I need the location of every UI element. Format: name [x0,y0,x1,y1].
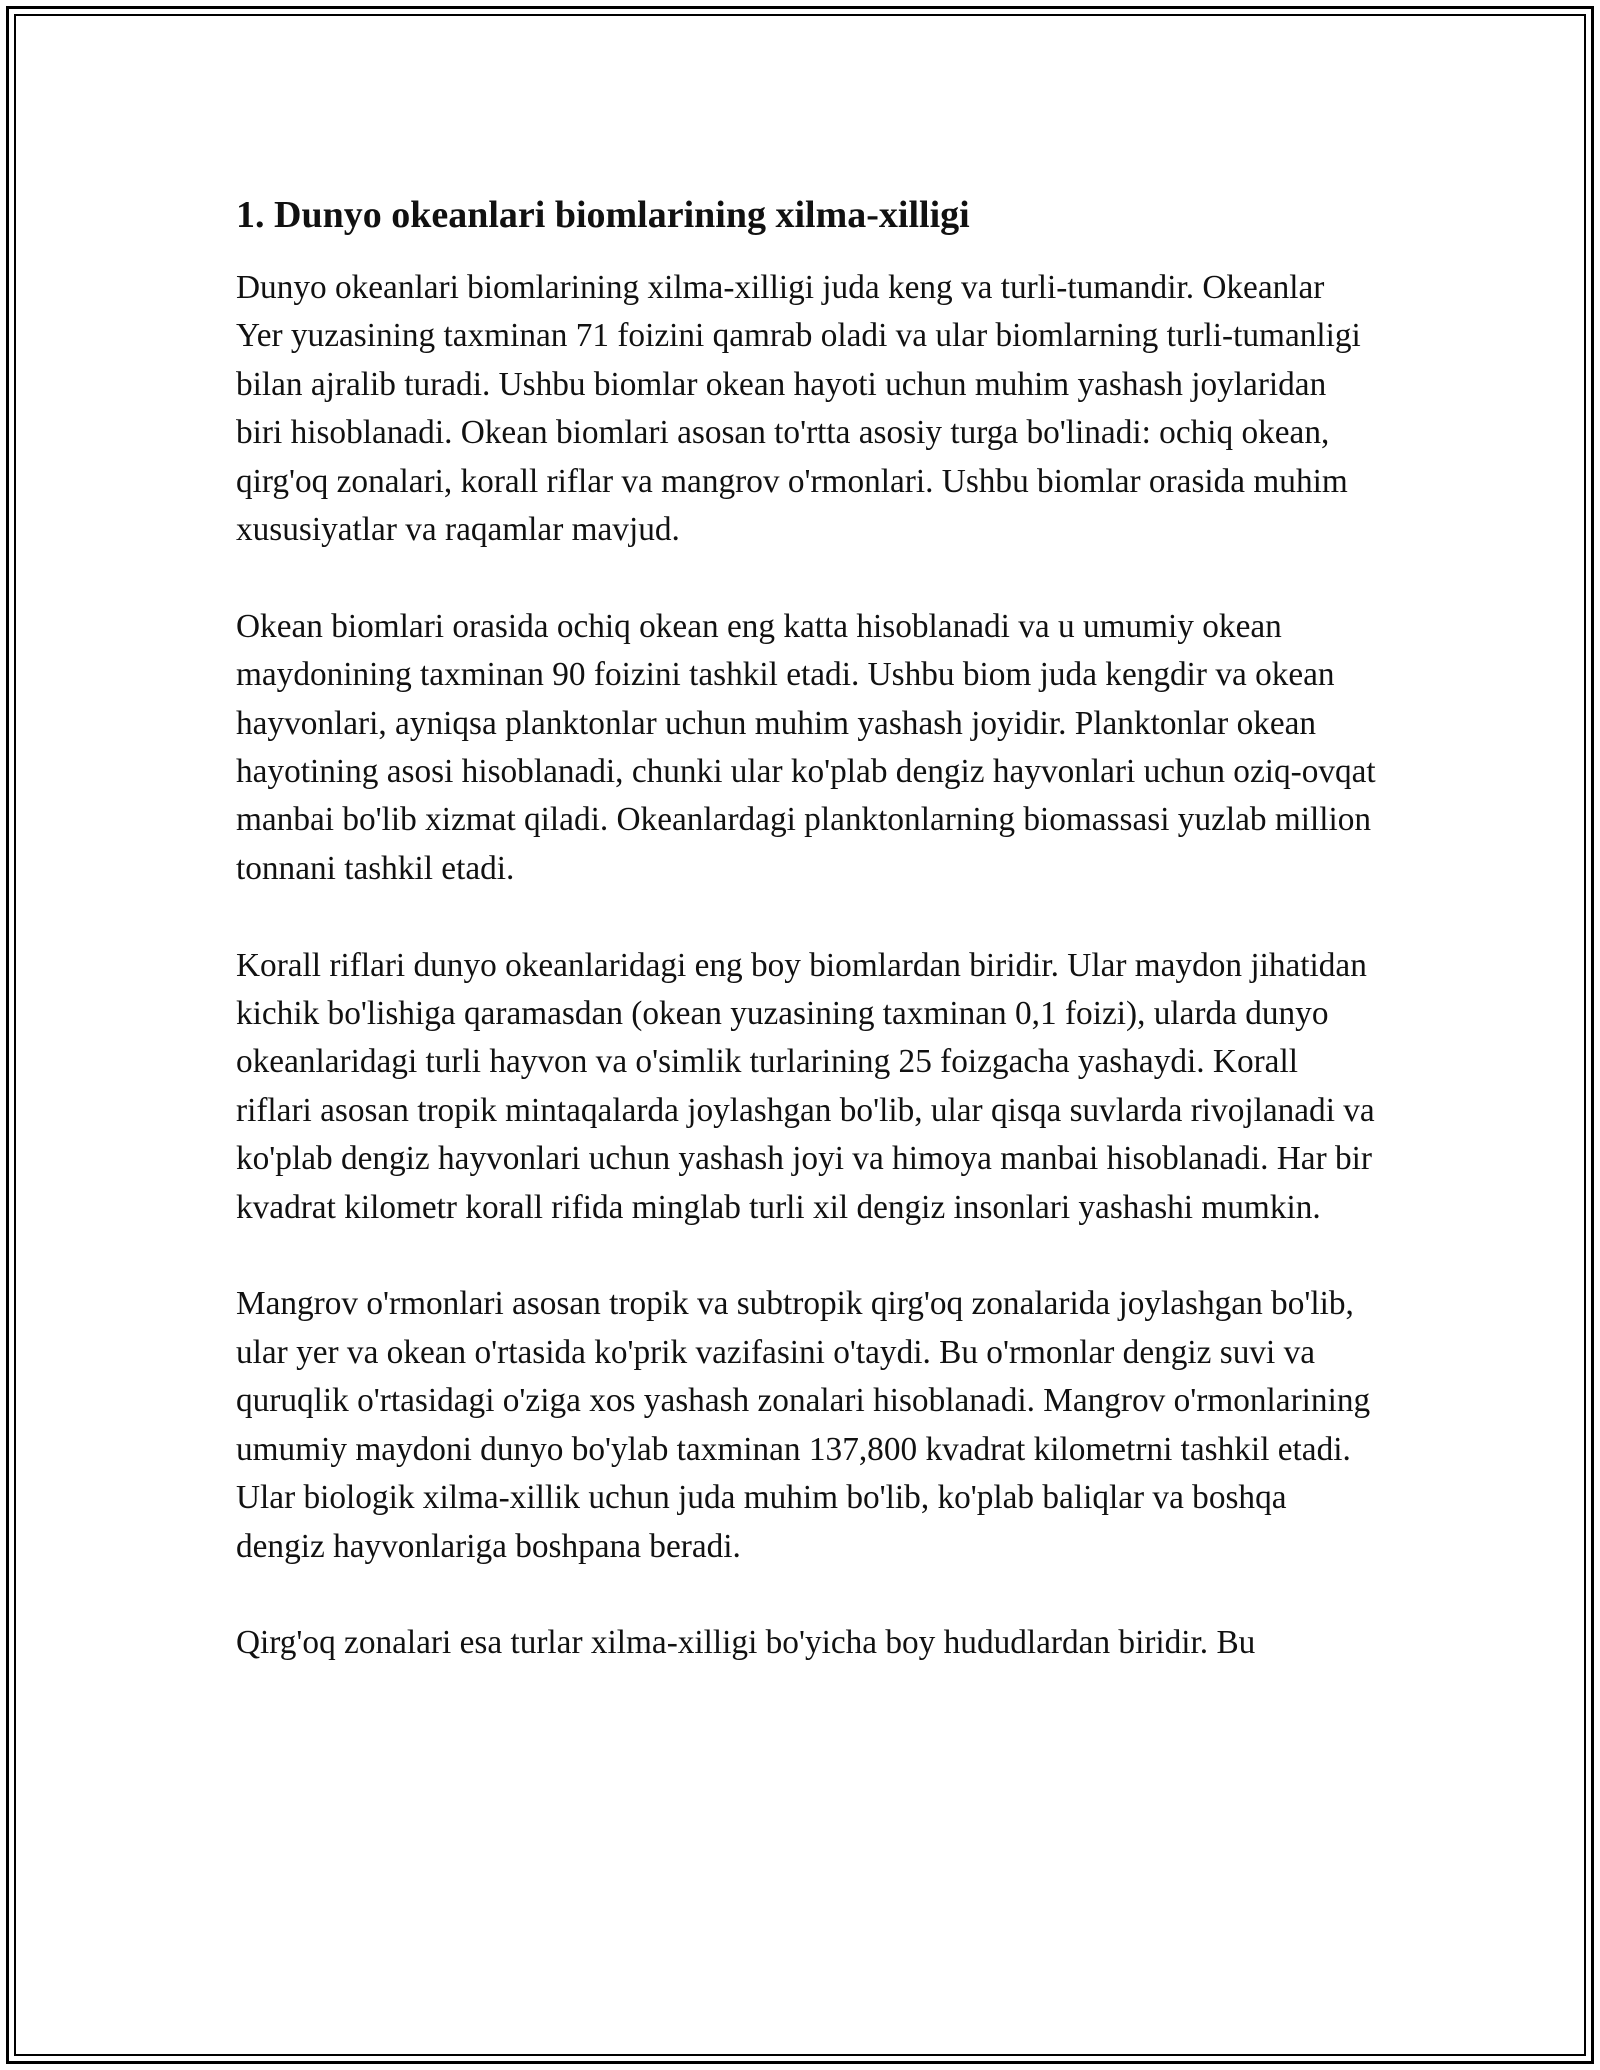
paragraph-intro: Dunyo okeanlari biomlarining xilma-xilligi juda keng va turli-tumandir. Okeanlar Yer yuzasining taxminan 71 foizini qamrab oladi va ular biomlarning turli-tumanligi bilan ajralib turadi. Ushbu biomlar okean hayoti uchun muhim yashash joylaridan biri hisoblanadi. Okean biomlari asosan to'rtta asosiy turga bo'linadi: ochiq okean, qirg'oq zonalari, korall riflar va mangrov o'rmonlari. Ushbu biomlar orasida muhim xususiyatlar va raqamlar mavjud. [236,269,1361,549]
document-body [236,186,1376,1716]
paragraph-open-ocean: Okean biomlari orasida ochiq okean eng katta hisoblanadi va u umumiy okean maydonining taxminan 90 foizini tashkil etadi. Ushbu biom juda kengdir va okean hayvonlari, ayniqsa planktonlar uchun muhim yashash joyidir. Planktonlar okean hayotining asosi hisoblanadi, chunki ular ko'plab dengiz hayvonlari uchun oziq-ovqat manbai bo'lib xizmat qiladi. Okeanlardagi planktonlarning biomassasi yuzlab million tonnani tashkil etadi. [236,607,1376,887]
paragraph-coastal-zones: Qirg'oq zonalari esa turlar xilma-xilligi bo'yicha boy hududlardan biridir. Bu [236,1624,1256,1662]
document-title: 1. Dunyo okeanlari biomlarining xilma-xilligi [236,194,970,236]
paragraph-mangroves: Mangrov o'rmonlari asosan tropik va subtropik qirg'oq zonalarida joylashgan bo'lib, ular yer va okean o'rtasida ko'prik vazifasini o'taydi. Bu o'rmonlar dengiz suvi va quruqlik o'rtasidagi o'ziga xos yashash zonalari hisoblanadi. Mangrov o'rmonlarining umumiy maydoni dunyo bo'ylab taxminan 137,800 kvadrat kilometrni tashkil etadi. Ular biologik xilma-xillik uchun juda muhim bo'lib, ko'plab baliqlar va boshqa dengiz hayvonlariga boshpana beradi. [236,1285,1371,1565]
paragraph-coral-reefs: Korall riflari dunyo okeanlaridagi eng boy biomlardan biridir. Ular maydon jihatidan kichik bo'lishiga qaramasdan (okean yuzasining taxminan 0,1 foizi), ularda dunyo okeanlaridagi turli hayvon va o'simlik turlarining 25 foizgacha yashaydi. Korall riflari asosan tropik mintaqalarda joylashgan bo'lib, ular qisqa suvlarda rivojlanadi va ko'plab dengiz hayvonlari uchun yashash joyi va himoya manbai hisoblanadi. Har bir kvadrat kilometr korall rifida minglab turli xil dengiz insonlari yashashi mumkin. [236,946,1375,1226]
